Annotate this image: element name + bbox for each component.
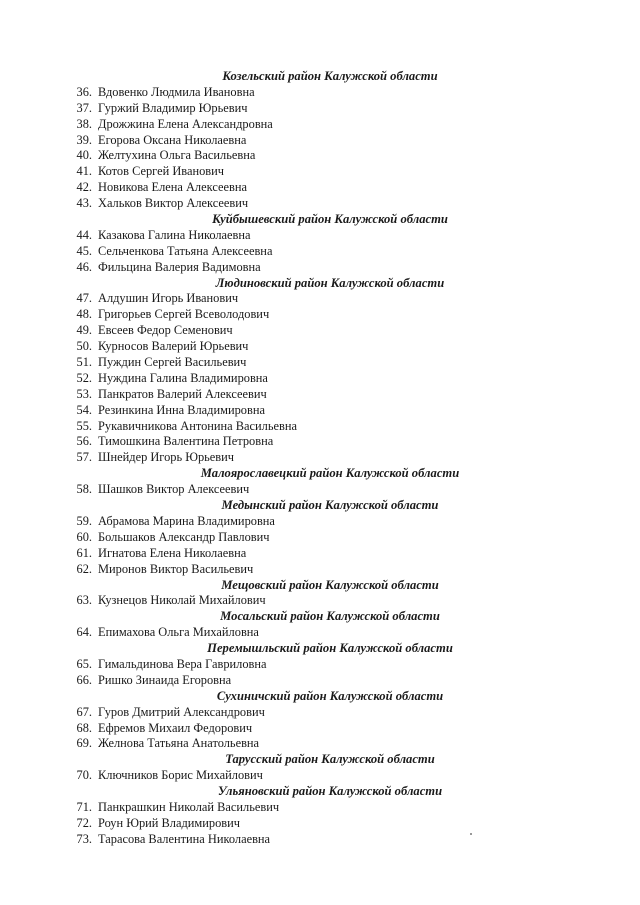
list-item-name: Котов Сергей Иванович [98, 164, 225, 179]
section-heading [0, 578, 640, 594]
list-item-number: 50. [76, 339, 92, 354]
list-item-name: Ришко Зинаида Егоровна [98, 672, 232, 687]
section-heading-text: Мосальский район Калужской области [220, 609, 440, 624]
list-item [0, 339, 640, 355]
section-heading-text: Сухиничский район Калужской области [216, 688, 444, 703]
list-item-number: 36. [76, 84, 92, 99]
list-item [0, 148, 640, 164]
list-item [0, 736, 640, 752]
list-item [0, 228, 640, 244]
list-item-name: Евсеев Федор Семенович [98, 323, 233, 338]
list-item-name: Желтухина Ольга Васильевна [98, 148, 256, 163]
list-item [0, 562, 640, 578]
list-item [0, 673, 640, 689]
section-heading [0, 609, 640, 625]
section-heading [0, 641, 640, 657]
section-heading [0, 69, 640, 85]
list-item-name: Панкрашкин Николай Васильевич [98, 799, 280, 814]
list-item [0, 816, 640, 832]
list-item-name: Епимахова Ольга Михайловна [98, 625, 259, 640]
list-item-number: 37. [76, 100, 92, 115]
section-heading-text: Куйбышевский район Калужской области [212, 212, 448, 227]
list-item-number: 58. [76, 482, 92, 497]
list-item [0, 450, 640, 466]
list-item-number: 42. [76, 180, 92, 195]
list-item-name: Ключников Борис Михайлович [98, 768, 263, 783]
list-item-number: 69. [76, 736, 92, 751]
list-item-number: 41. [76, 164, 92, 179]
list-item [0, 387, 640, 403]
list-item-number: 39. [76, 132, 92, 147]
scan-speck [470, 833, 472, 835]
list-item-name: Большаков Александр Павлович [98, 529, 270, 544]
list-item-name: Абрамова Марина Владимировна [98, 513, 275, 528]
list-item-number: 44. [76, 227, 92, 242]
section-heading-text: Перемышльский район Калужской области [207, 641, 453, 656]
list-item [0, 307, 640, 323]
list-item-number: 49. [76, 323, 92, 338]
list-item [0, 768, 640, 784]
list-item-name: Егорова Оксана Николаевна [98, 132, 247, 147]
list-item-number: 65. [76, 656, 92, 671]
list-item [0, 323, 640, 339]
list-item-number: 47. [76, 291, 92, 306]
list-item [0, 164, 640, 180]
list-item-name: Пуждин Сергей Васильевич [98, 355, 247, 370]
list-item [0, 721, 640, 737]
list-item [0, 657, 640, 673]
section-heading [0, 784, 640, 800]
list-item-number: 40. [76, 148, 92, 163]
list-item-number: 38. [76, 116, 92, 131]
list-item-name: Алдушин Игорь Иванович [98, 291, 239, 306]
list-item [0, 180, 640, 196]
section-heading-text: Ульяновский район Калужской области [217, 784, 443, 799]
list-item-number: 67. [76, 704, 92, 719]
list-item [0, 593, 640, 609]
list-item-number: 46. [76, 259, 92, 274]
list-item-number: 53. [76, 386, 92, 401]
list-item [0, 705, 640, 721]
list-item-name: Кузнецов Николай Михайлович [98, 593, 266, 608]
list-item-number: 70. [76, 768, 92, 783]
list-item [0, 625, 640, 641]
list-item [0, 530, 640, 546]
section-heading-text: Козельский район Калужской области [222, 69, 438, 83]
list-item-number: 55. [76, 418, 92, 433]
list-item-number: 66. [76, 672, 92, 687]
section-heading [0, 752, 640, 768]
list-item [0, 482, 640, 498]
list-item-name: Казакова Галина Николаевна [98, 227, 251, 242]
list-item [0, 196, 640, 212]
list-item-name: Роун Юрий Владимирович [98, 815, 240, 830]
list-item [0, 546, 640, 562]
list-item-number: 48. [76, 307, 92, 322]
list-item-number: 45. [76, 243, 92, 258]
list-item [0, 514, 640, 530]
list-item-number: 57. [76, 450, 92, 465]
list-item-number: 54. [76, 402, 92, 417]
list-item-number: 62. [76, 561, 92, 576]
list-item-number: 52. [76, 370, 92, 385]
list-item [0, 101, 640, 117]
list-item-number: 68. [76, 720, 92, 735]
list-item [0, 244, 640, 260]
list-item-number: 43. [76, 196, 92, 211]
list-item-number: 51. [76, 355, 92, 370]
list-item-number: 61. [76, 545, 92, 560]
section-heading [0, 689, 640, 705]
list-item-name: Хальков Виктор Алексеевич [98, 196, 249, 211]
list-item [0, 133, 640, 149]
list-item-number: 56. [76, 434, 92, 449]
section-heading [0, 212, 640, 228]
list-item [0, 403, 640, 419]
section-heading-text: Людиновский район Калужской области [215, 275, 445, 290]
list-item-name: Шашков Виктор Алексеевич [98, 482, 250, 497]
section-heading-text: Малоярославецкий район Калужской области [200, 466, 460, 481]
section-heading-text: Мещовский район Калужской области [221, 577, 439, 592]
list-item-name: Тарасова Валентина Николаевна [98, 831, 271, 846]
section-heading [0, 498, 640, 514]
list-item-name: Игнатова Елена Николаевна [98, 545, 247, 560]
list-item-name: Гуржий Владимир Юрьевич [98, 100, 248, 115]
list-item-name: Вдовенко Людмила Ивановна [98, 84, 255, 99]
section-heading [0, 276, 640, 292]
list-item [0, 85, 640, 101]
list-item-name: Миронов Виктор Васильевич [98, 561, 254, 576]
list-item-number: 64. [76, 625, 92, 640]
list-item-name: Шнейдер Игорь Юрьевич [98, 450, 235, 465]
section-heading [0, 466, 640, 482]
list-item-number: 71. [76, 799, 92, 814]
list-item-name: Резинкина Инна Владимировна [98, 402, 265, 417]
list-item-name: Нуждина Галина Владимировна [98, 370, 268, 385]
list-item [0, 419, 640, 435]
list-item-name: Фильцина Валерия Вадимовна [98, 259, 261, 274]
list-item-name: Новикова Елена Алексеевна [98, 180, 247, 195]
list-item [0, 355, 640, 371]
list-item-number: 63. [76, 593, 92, 608]
list-item-name: Рукавичникова Антонина Васильевна [98, 418, 297, 433]
list-item [0, 832, 640, 848]
list-item-number: 72. [76, 815, 92, 830]
list-item-number: 59. [76, 513, 92, 528]
list-item-name: Сельченкова Татьяна Алексеевна [98, 243, 273, 258]
list-item-name: Гуров Дмитрий Александрович [98, 704, 265, 719]
list-item [0, 291, 640, 307]
list-item [0, 260, 640, 276]
section-heading-text: Тарусский район Калужской области [225, 752, 435, 767]
list-item-number: 73. [76, 831, 92, 846]
list-item [0, 371, 640, 387]
list-item-name: Желнова Татьяна Анатольевна [98, 736, 260, 751]
list-item-name: Тимошкина Валентина Петровна [98, 434, 274, 449]
list-item-number: 60. [76, 529, 92, 544]
list-item-name: Дрожжина Елена Александровна [98, 116, 273, 131]
list-item [0, 434, 640, 450]
document-page [0, 69, 640, 848]
list-item [0, 117, 640, 133]
list-item [0, 800, 640, 816]
list-item-name: Панкратов Валерий Алексеевич [98, 386, 267, 401]
list-item-name: Ефремов Михаил Федорович [98, 720, 253, 735]
list-item-name: Григорьев Сергей Всеволодович [98, 307, 270, 322]
list-item-name: Гимальдинова Вера Гавриловна [98, 656, 267, 671]
section-heading-text: Медынский район Калужской области [221, 498, 439, 513]
list-item-name: Курносов Валерий Юрьевич [98, 339, 249, 354]
